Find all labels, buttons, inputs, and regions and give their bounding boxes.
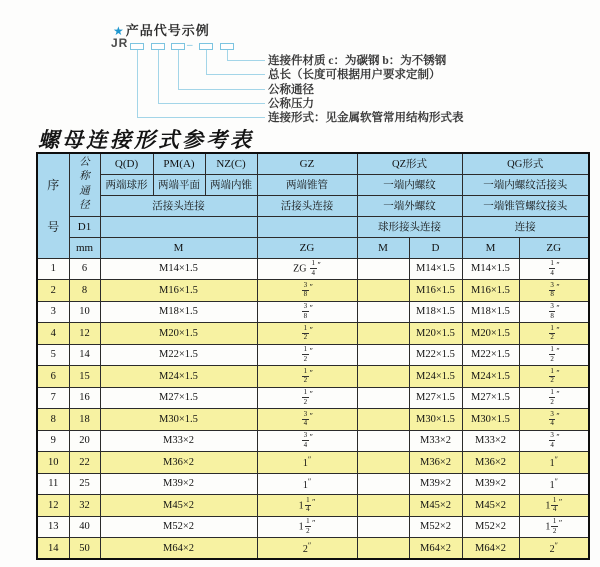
fraction: $\frac{1}{2}$	[303, 323, 308, 342]
table-head	[37, 153, 589, 258]
product-code-heading-text: 产品代号示例	[125, 23, 210, 38]
cell-dn: 6	[69, 258, 100, 280]
header-qz: QZ形式	[357, 153, 462, 174]
table-row	[37, 301, 589, 323]
cell-qz_d: M20×1.5	[409, 323, 462, 345]
cell-qz_d: M18×1.5	[409, 301, 462, 323]
cell-seq: 6	[37, 366, 69, 388]
header-qz-m: M	[357, 237, 409, 258]
inch-mark: ″	[309, 411, 313, 421]
cell-qg_zg	[519, 344, 589, 366]
cell-seq: 10	[37, 452, 69, 474]
cell-seq: 4	[37, 323, 69, 345]
cell-qg_m: M18×1.5	[462, 301, 519, 323]
cell-qz_d: M36×2	[409, 452, 462, 474]
cell-qz_d: M16×1.5	[409, 280, 462, 302]
header-qg-desc2: 一端锥管螺纹接头	[462, 195, 589, 216]
cell-m: M33×2	[100, 430, 257, 452]
cell-qz_m	[357, 430, 409, 452]
header-row	[37, 195, 589, 216]
code-box-5	[220, 43, 234, 50]
cell-qz_d: M39×2	[409, 473, 462, 495]
code-box-1	[130, 43, 144, 50]
cell-seq: 1	[37, 258, 69, 280]
cell-qg_m: M27×1.5	[462, 387, 519, 409]
inch-mark: ″	[558, 518, 563, 528]
cell-qg_zg: 1 $\frac{1}{2}$ ″	[519, 516, 589, 538]
fraction: $\frac{1}{2}$	[306, 517, 310, 535]
cell-seq: 12	[37, 495, 69, 517]
cell-qz_m	[357, 323, 409, 345]
inch-mark: ″	[309, 432, 313, 442]
fraction: $\frac{1}{2}$	[303, 388, 308, 406]
nut-connection-reference-table	[36, 152, 590, 560]
cell-qg_m: M20×1.5	[462, 323, 519, 345]
fraction: $\frac{3}{4}$	[303, 409, 308, 428]
cell-qg_m: M33×2	[462, 430, 519, 452]
inch-mark: ″	[554, 541, 558, 550]
cell-qz_d: M24×1.5	[409, 366, 462, 388]
cell-qz_d: M33×2	[409, 430, 462, 452]
cell-qg_zg	[519, 366, 589, 388]
cell-qz_m	[357, 473, 409, 495]
diagram-label-length: 总长（长度可根据用户要求定制）	[268, 69, 441, 81]
fraction: $\frac{3}{4}$	[550, 431, 554, 449]
cell-m: M30×1.5	[100, 409, 257, 431]
fraction: $\frac{1}{2}$	[550, 323, 554, 342]
cell-qz_d: M22×1.5	[409, 344, 462, 366]
cell-dn: 18	[69, 409, 100, 431]
header-qz-desc2: 一端外螺纹	[357, 195, 462, 216]
header-d1: D1	[69, 216, 100, 237]
cell-gz	[257, 430, 357, 452]
cell-seq: 2	[37, 280, 69, 302]
fraction: $\frac{1}{4}$	[552, 495, 557, 514]
cell-m: M22×1.5	[100, 344, 257, 366]
inch-mark: ″	[554, 476, 558, 486]
table-row	[37, 280, 589, 302]
cell-dn: 22	[69, 452, 100, 474]
header-qz-connect: 球形接头连接	[357, 216, 462, 237]
cell-m: M14×1.5	[100, 258, 257, 280]
table-body	[37, 258, 589, 559]
table-row	[37, 387, 589, 409]
inch-mark: ″	[317, 260, 321, 270]
inch-mark: ″	[307, 541, 312, 550]
cell-qz_m	[357, 280, 409, 302]
fraction: $\frac{1}{2}$	[550, 345, 554, 363]
header-union-connect: 活接头连接	[100, 195, 257, 216]
fraction: $\frac{1}{2}$	[552, 517, 557, 535]
header-seq: 序 号	[37, 153, 69, 258]
inch-mark: ″	[309, 325, 313, 335]
cell-dn: 50	[69, 538, 100, 560]
header-mm: mm	[69, 237, 100, 258]
cell-m: M52×2	[100, 516, 257, 538]
cell-qg_m: M52×2	[462, 516, 519, 538]
inch-mark: ″	[312, 518, 316, 528]
cell-m: M24×1.5	[100, 366, 257, 388]
cell-gz	[257, 409, 357, 431]
header-row	[37, 237, 589, 258]
header-zg-thread: ZG	[257, 237, 357, 258]
cell-qg_m: M30×1.5	[462, 409, 519, 431]
fraction: $\frac{3}{8}$	[303, 280, 308, 299]
fraction: $\frac{3}{8}$	[550, 280, 554, 299]
table-row	[37, 473, 589, 495]
inch-mark: ″	[556, 368, 560, 378]
cell-qg_zg: 2″	[519, 538, 589, 560]
header-dn: 公 称 通 径	[69, 153, 100, 216]
cell-qg_zg: 1 $\frac{1}{4}$ ″	[519, 495, 589, 517]
header-m-thread: M	[100, 237, 257, 258]
cell-dn: 14	[69, 344, 100, 366]
cell-qz_d: M52×2	[409, 516, 462, 538]
cell-dn: 16	[69, 387, 100, 409]
code-box-3	[171, 43, 185, 50]
cell-seq: 8	[37, 409, 69, 431]
cell-qz_d: M14×1.5	[409, 258, 462, 280]
cell-qz_d: M64×2	[409, 538, 462, 560]
cell-qz_d: M30×1.5	[409, 409, 462, 431]
cell-gz: 1 $\frac{1}{2}$ ″	[257, 516, 357, 538]
inch-mark: ″	[556, 389, 560, 399]
cell-gz: 1 $\frac{1}{4}$ ″	[257, 495, 357, 517]
cell-dn: 20	[69, 430, 100, 452]
header-qz-desc1: 一端内螺纹	[357, 174, 462, 195]
cell-qg_zg	[519, 280, 589, 302]
inch-mark: ″	[556, 325, 560, 335]
table-row	[37, 495, 589, 517]
cell-m: M27×1.5	[100, 387, 257, 409]
cell-qg_zg	[519, 430, 589, 452]
cell-seq: 5	[37, 344, 69, 366]
inch-mark: ″	[556, 411, 560, 421]
cell-seq: 9	[37, 430, 69, 452]
cell-qg_zg	[519, 323, 589, 345]
cell-gz: 1″	[257, 473, 357, 495]
cell-dn: 40	[69, 516, 100, 538]
table-row	[37, 430, 589, 452]
cell-qz_d: M45×2	[409, 495, 462, 517]
inch-mark: ″	[309, 368, 313, 378]
cell-qz_m	[357, 301, 409, 323]
cell-qz_m	[357, 538, 409, 560]
table-row	[37, 258, 589, 280]
fraction: $\frac{1}{4}$	[306, 495, 310, 514]
fraction: $\frac{1}{2}$	[550, 388, 554, 406]
table-row	[37, 323, 589, 345]
cell-dn: 12	[69, 323, 100, 345]
diagram-label-pressure: 公称压力	[268, 98, 314, 110]
inch-mark: ″	[309, 346, 313, 356]
cell-qz_m	[357, 387, 409, 409]
header-qd-desc: 两端球形	[100, 174, 153, 195]
cell-qg_m: M64×2	[462, 538, 519, 560]
header-qz-d: D	[409, 237, 462, 258]
diagram-label-material: 连接件材质 c：为碳钢 b：为不锈钢	[268, 55, 447, 67]
cell-qz_m	[357, 495, 409, 517]
table-row	[37, 538, 589, 560]
inch-mark: ″	[556, 260, 560, 270]
fraction: $\frac{3}{8}$	[550, 302, 554, 320]
table-title: 螺母连接形式参考表	[38, 128, 254, 152]
table-row	[37, 452, 589, 474]
header-blank-gz	[257, 216, 357, 237]
cell-gz	[257, 366, 357, 388]
code-prefix: JR	[111, 36, 129, 50]
header-row	[37, 153, 589, 174]
cell-gz	[257, 301, 357, 323]
fraction: $\frac{3}{8}$	[303, 302, 308, 320]
inch-mark: ″	[309, 282, 313, 292]
cell-gz	[257, 280, 357, 302]
star-icon: ★	[113, 24, 125, 38]
inch-mark: ″	[307, 476, 312, 486]
cell-qg_zg: 1″	[519, 473, 589, 495]
cell-qz_m	[357, 258, 409, 280]
code-box-2	[151, 43, 165, 50]
header-nzc-desc: 两端内锥	[205, 174, 257, 195]
inch-mark: ″	[556, 432, 560, 442]
header-row	[37, 174, 589, 195]
cell-qz_m	[357, 366, 409, 388]
cell-qz_d: M27×1.5	[409, 387, 462, 409]
cell-qg_zg	[519, 387, 589, 409]
cell-qg_zg: 1″	[519, 452, 589, 474]
header-gz-connect: 活接头连接	[257, 195, 357, 216]
cell-qg_zg	[519, 409, 589, 431]
table-row	[37, 516, 589, 538]
cell-qg_m: M36×2	[462, 452, 519, 474]
cell-m: M39×2	[100, 473, 257, 495]
fraction: $\frac{1}{2}$	[303, 345, 308, 363]
inch-mark: ″	[554, 455, 558, 465]
cell-gz	[257, 323, 357, 345]
cell-qg_m: M16×1.5	[462, 280, 519, 302]
cell-m: M16×1.5	[100, 280, 257, 302]
cell-seq: 14	[37, 538, 69, 560]
cell-qg_zg	[519, 301, 589, 323]
cell-seq: 3	[37, 301, 69, 323]
inch-mark: ″	[556, 282, 560, 292]
cell-gz: 2″	[257, 538, 357, 560]
inch-mark: ″	[556, 346, 560, 356]
fraction: $\frac{1}{2}$	[550, 366, 554, 385]
table-row	[37, 344, 589, 366]
code-box-4	[199, 43, 213, 50]
cell-gz	[257, 387, 357, 409]
cell-qg_m: M22×1.5	[462, 344, 519, 366]
cell-qg_zg	[519, 258, 589, 280]
cell-dn: 10	[69, 301, 100, 323]
header-pma: PM(A)	[153, 153, 205, 174]
cell-qz_m	[357, 452, 409, 474]
code-dash: –	[187, 39, 193, 51]
cell-m: M18×1.5	[100, 301, 257, 323]
cell-qg_m: M39×2	[462, 473, 519, 495]
inch-mark: ″	[558, 497, 563, 507]
inch-mark: ″	[307, 455, 312, 465]
cell-qg_m: M14×1.5	[462, 258, 519, 280]
cell-dn: 32	[69, 495, 100, 517]
cell-qz_m	[357, 516, 409, 538]
cell-dn: 15	[69, 366, 100, 388]
inch-mark: ″	[556, 303, 560, 313]
cell-gz	[257, 258, 357, 280]
diagram-label-diameter: 公称通径	[268, 84, 314, 96]
inch-mark: ″	[309, 389, 313, 399]
fraction: $\frac{1}{4}$	[550, 259, 554, 277]
header-blank-left	[100, 216, 257, 237]
cell-seq: 7	[37, 387, 69, 409]
table-row	[37, 366, 589, 388]
fraction: $\frac{1}{2}$	[303, 366, 308, 385]
cell-seq: 13	[37, 516, 69, 538]
header-qg-m: M	[462, 237, 519, 258]
header-qg-connect: 连接	[462, 216, 589, 237]
header-qg: QG形式	[462, 153, 589, 174]
cell-seq: 11	[37, 473, 69, 495]
cell-dn: 25	[69, 473, 100, 495]
header-qd: Q(D)	[100, 153, 153, 174]
cell-qz_m	[357, 344, 409, 366]
header-gz: GZ	[257, 153, 357, 174]
fraction: $\frac{3}{4}$	[303, 431, 308, 449]
cell-qg_m: M45×2	[462, 495, 519, 517]
cell-gz: 1″	[257, 452, 357, 474]
diagram-label-connection: 连接形式：见金属软管常用结构形式表	[268, 112, 464, 124]
cell-gz	[257, 344, 357, 366]
zg-prefix: ZG	[293, 263, 309, 275]
cell-m: M20×1.5	[100, 323, 257, 345]
header-gz-desc: 两端锥管	[257, 174, 357, 195]
inch-mark: ″	[312, 497, 316, 507]
header-row	[37, 216, 589, 237]
cell-m: M45×2	[100, 495, 257, 517]
cell-dn: 8	[69, 280, 100, 302]
header-qg-desc1: 一端内螺纹活接头	[462, 174, 589, 195]
cell-m: M36×2	[100, 452, 257, 474]
inch-mark: ″	[309, 303, 313, 313]
cell-qg_m: M24×1.5	[462, 366, 519, 388]
header-nzc: NZ(C)	[205, 153, 257, 174]
cell-m: M64×2	[100, 538, 257, 560]
fraction: $\frac{3}{4}$	[550, 409, 554, 428]
table-row	[37, 409, 589, 431]
header-pma-desc: 两端平面	[153, 174, 205, 195]
connector-line-5	[227, 50, 265, 61]
header-qg-zg: ZG	[519, 237, 589, 258]
cell-qz_m	[357, 409, 409, 431]
fraction: $\frac{1}{4}$	[311, 259, 315, 277]
